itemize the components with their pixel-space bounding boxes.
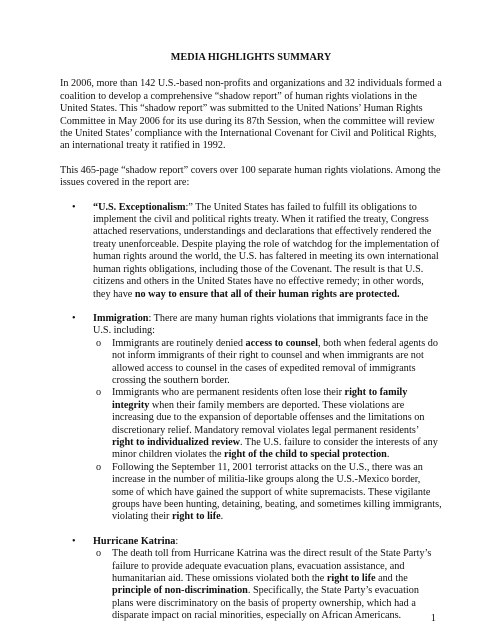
- sub-text: .: [386, 449, 390, 461]
- sub-emphasis: right to family integrity: [112, 387, 408, 411]
- sub-text: and the: [375, 573, 408, 585]
- issue-intro: : There are many human rights violations that immigrants face in the U.S. including:: [93, 312, 429, 337]
- sub-emphasis: right to individualized review: [112, 436, 241, 448]
- sub-emphasis: right of the child to special protection: [224, 449, 387, 461]
- sub-emphasis: right to life: [171, 511, 221, 523]
- bullet-glyph: •: [72, 535, 76, 547]
- sub-bullet-glyph: o: [96, 337, 102, 349]
- sub-text: . The U.S. failure to consider the interests of any minor children violates the: [112, 436, 438, 461]
- sub-text: Immigrants who are permanent residents often lose their: [112, 387, 345, 399]
- sub-item-death-toll: [93, 548, 442, 622]
- issue-immigration: [60, 313, 442, 524]
- sub-text: Immigrants are routinely denied: [112, 337, 246, 349]
- sub-emphasis: right to life: [326, 573, 376, 585]
- sub-item-family: [93, 387, 442, 461]
- sub-bullet-glyph: o: [96, 387, 102, 399]
- sub-emphasis: principle of non-discrimination: [112, 585, 248, 597]
- sub-emphasis: access to counsel: [245, 337, 318, 349]
- katrina-sublist: [93, 548, 442, 622]
- sub-item-counsel: [93, 338, 442, 388]
- issues-list: [60, 202, 442, 623]
- page-number: 1: [430, 612, 436, 624]
- page-title: MEDIA HIGHLIGHTS SUMMARY: [170, 52, 332, 63]
- sub-text: when their family members are deported. These violations are increasing due to the expansion of deportable offenses and the limitations on discretionary relief. Mandatory removal violates legal permanent residents’: [112, 399, 425, 436]
- immigration-sublist: [93, 338, 442, 524]
- sub-bullet-glyph: o: [96, 461, 102, 473]
- bullet-glyph: •: [72, 312, 76, 324]
- sub-text: .: [220, 511, 224, 523]
- sub-text: . Specifically, the State Party’s evacuation plans were discriminatory on the basis of property ownership, which had a disparate impact on racial minorities, especially on African Americans.: [112, 585, 419, 622]
- sub-text: The death toll from Hurricane Katrina was the direct result of the State Party’s failure to provide adequate evacuation plans, evacuation assistance, and humanitarian aid. These omissions violated both the: [112, 548, 432, 585]
- bullet-glyph: •: [72, 201, 76, 213]
- overview-paragraph: This 465-page “shadow report” covers over 100 separate human rights violations. Among the issues covered in the report are:: [60, 164, 441, 189]
- sub-item-vigilante: [93, 462, 442, 524]
- issue-heading: Hurricane Katrina: [93, 535, 176, 547]
- issue-emphasis: no way to ensure that all of their human rights are protected.: [134, 288, 400, 300]
- issue-heading: “U.S. Exceptionalism: [93, 201, 186, 213]
- issue-body: :” The United States has failed to fulfill its obligations to implement the civil and political rights treaty. When it ratified the treaty, Congress attached reservations, understandings and declarations that effectively rendered the treaty unenforceable. Despite playing the role of watchdog for the implementation of human rights around the world, the U.S. has faltered in meeting its own international human rights obligations, including those of the Covenant. The result is that U.S. citizens and others in the United States have no effective remedy; in other words, they have: [93, 201, 440, 300]
- sub-text: , both when federal agents do not inform immigrants of their right to counsel and when immigrants are not allowed access to counsel in the cases of expedited removal of immigrants crossing the southern border.: [112, 337, 438, 386]
- issue-colon: :: [175, 535, 179, 547]
- issue-heading: Immigration: [93, 312, 149, 324]
- issue-katrina: [60, 536, 442, 623]
- issue-exceptionalism: [60, 202, 442, 301]
- intro-paragraph: In 2006, more than 142 U.S.-based non-profits and organizations and 32 individuals formed a coalition to develop a comprehensive “shadow report” of human rights violations in the United States. This “shadow report” was submitted to the United Nations’ Human Rights Committee in May 2006 for its use during its 87th Session, when the committee will review the United States’ compliance with the International Covenant for Civil and Political Rights, an international treaty it ratified in 1992.: [60, 78, 442, 152]
- sub-text: Following the September 11, 2001 terrorist attacks on the U.S., there was an increase in the number of militia-like groups along the U.S.-Mexico border, some of which have gained the support of white supremacists. These vigilante groups have been hunting, detaining, beating, and sometimes killing immigrants, violating their: [112, 461, 442, 523]
- sub-bullet-glyph: o: [96, 548, 102, 560]
